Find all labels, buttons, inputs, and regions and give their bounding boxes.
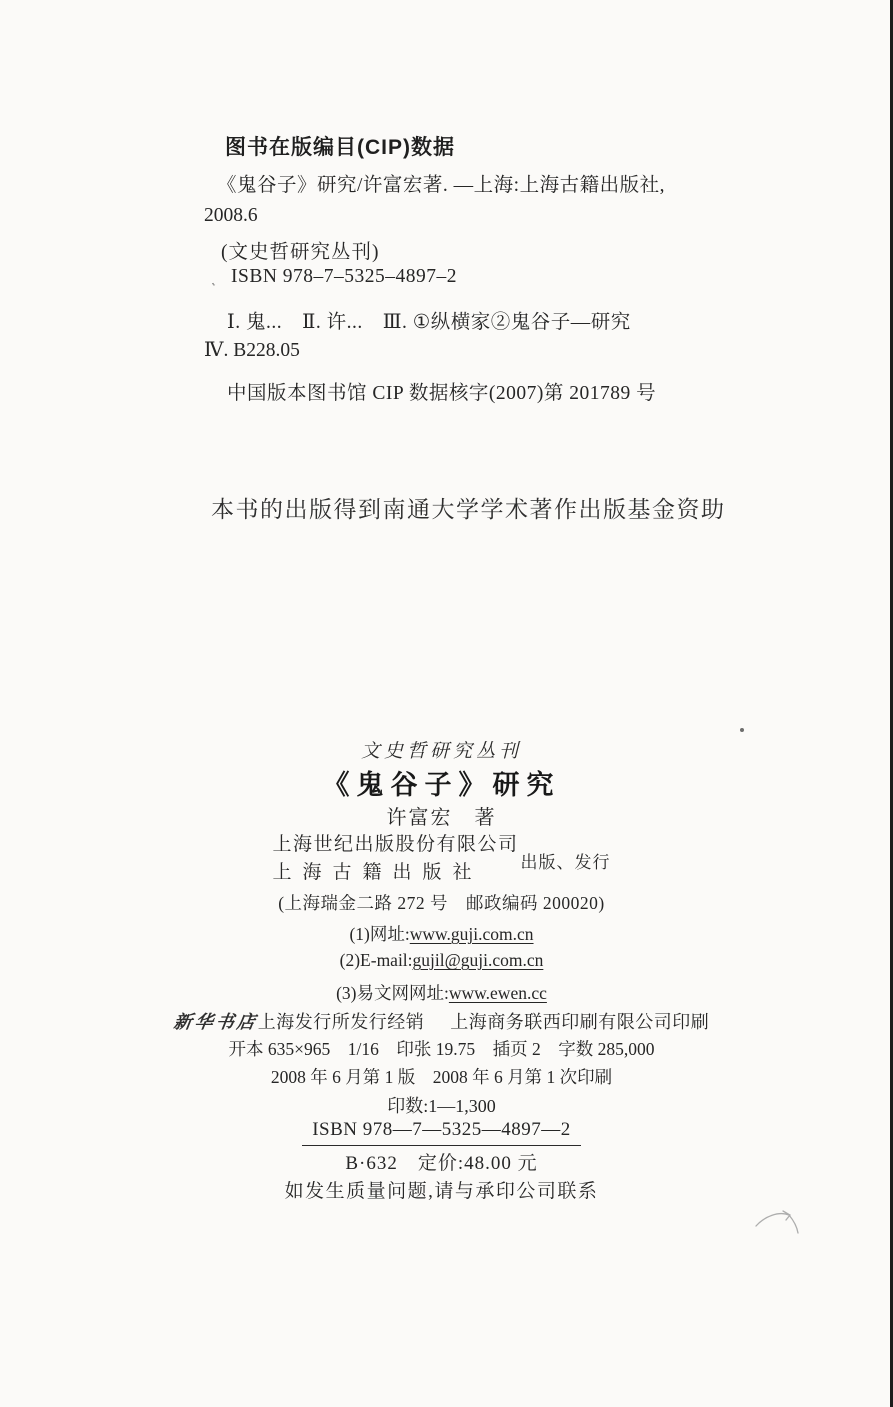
funding-note: 本书的出版得到南通大学学术著作出版基金资助 [211, 496, 726, 522]
cip-record-number: 中国版本图书馆 CIP 数据核字(2007)第 201789 号 [227, 383, 657, 404]
email-label: (2)E-mail: [339, 950, 413, 970]
ewen-website-line [0, 980, 883, 1005]
website-label: (1)网址: [349, 924, 410, 944]
website-url: www.guji.com.cn [409, 924, 534, 944]
scan-speck-dot [740, 728, 744, 732]
printer-name: 上海商务联西印刷有限公司印刷 [450, 1012, 710, 1032]
ewen-url: www.ewen.cc [448, 983, 547, 1003]
publish-distribute-label: 出版、发行 [520, 852, 611, 872]
email-line [0, 950, 883, 971]
ewen-label: (3)易文网网址: [336, 983, 449, 1003]
cip-series-title: (文史哲研究丛刊) [221, 242, 380, 263]
cip-isbn: ISBN 978–7–5325–4897–2 [231, 266, 458, 287]
xinhua-bookstore-script: 新华书店 [172, 1012, 260, 1032]
publisher-address: (上海瑞金二路 272 号 邮政编码 200020) [278, 893, 605, 913]
publisher-press-name: 上海古籍出版社 [272, 862, 483, 883]
cip-entry-line-1: 《鬼谷子》研究/许富宏著. —上海:上海古籍出版社, [217, 175, 665, 196]
book-author: 许富宏 著 [386, 807, 497, 829]
email-address: gujil@guji.com.cn [412, 950, 544, 970]
distributor-text: 上海发行所发行经销 [257, 1012, 425, 1032]
pen-mark [753, 1200, 805, 1240]
isbn-line [0, 1119, 883, 1146]
print-run-line: 印数:1—1,300 [387, 1096, 496, 1116]
isbn-text: ISBN 978—7—5325—4897—2 [302, 1119, 581, 1146]
website-line [0, 921, 883, 946]
quality-note: 如发生质量问题,请与承印公司联系 [284, 1181, 599, 1202]
cip-header: 图书在版编目(CIP)数据 [225, 136, 455, 159]
publisher-block [0, 831, 883, 887]
cip-entry-line-2: 2008.6 [204, 205, 258, 226]
edition-line: 2008 年 6 月第 1 版 2008 年 6 月第 1 次印刷 [270, 1067, 613, 1087]
distribution-line [0, 1008, 883, 1034]
publisher-group-name: 上海世纪出版股份有限公司 [272, 834, 519, 855]
format-line: 开本 635×965 1/16 印张 19.75 插页 2 字数 285,000 [228, 1039, 655, 1059]
colophon-series-title: 文史哲研究丛刊 [360, 741, 522, 762]
book-title: 《鬼谷子》研究 [322, 770, 561, 800]
cip-classification-line-1: Ⅰ. 鬼... Ⅱ. 许... Ⅲ. ①纵横家②鬼谷子—研究 [227, 312, 631, 333]
cip-classification-line-2: Ⅳ. B228.05 [204, 340, 300, 361]
price-line: B·632 定价:48.00 元 [345, 1153, 538, 1174]
scan-speck-isbn: ˞ [210, 276, 218, 292]
